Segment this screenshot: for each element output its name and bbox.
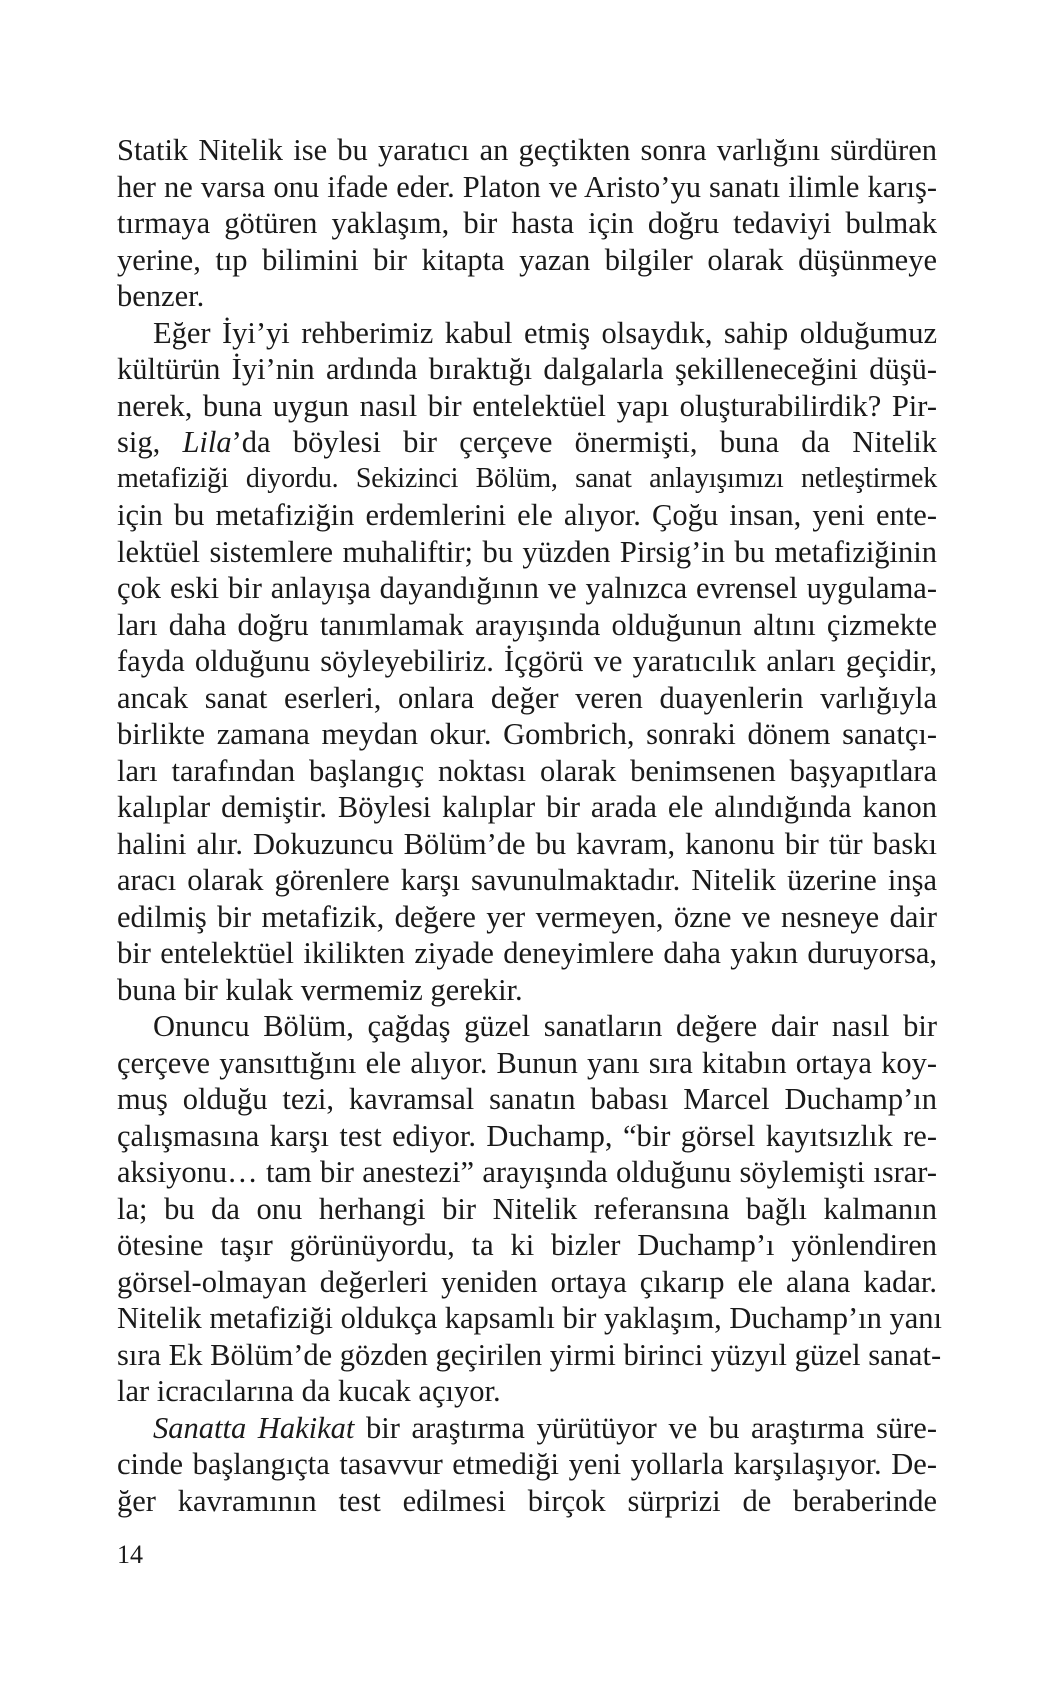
text-segment: Nitelik metafiziği oldukça kapsamlı bir yaklaşım, Duchamp’ın yanı: [117, 1301, 942, 1335]
text-line: [117, 789, 937, 826]
text-segment: la; bu da onu herhangi bir Nitelik referansına bağlı kalmanın: [117, 1191, 937, 1226]
text-segment: ’da böylesi bir çerçeve önermişti, buna da Nitelik: [231, 425, 938, 459]
text-line: [117, 753, 937, 790]
text-line: [117, 972, 937, 1009]
text-segment: benzer.: [117, 279, 205, 313]
text-segment: çalışmasına karşı test ediyor. Duchamp, “bir görsel kayıtsızlık re-: [117, 1118, 937, 1153]
text-line: [117, 351, 937, 388]
text-segment: her ne varsa onu ifade eder. Platon ve Aristo’yu sanatı ilimle karış-: [117, 169, 937, 204]
text-segment: ları tarafından başlangıç noktası olarak benimsenen başyapıtlara: [117, 753, 937, 788]
text-segment: çerçeve yansıttığını ele alıyor. Bunun yanı sıra kitabın ortaya koy-: [117, 1045, 937, 1080]
text-segment: aracı olarak görenlere karşı savunulmaktadır. Nitelik üzerine inşa: [117, 863, 937, 897]
text-line: [117, 424, 937, 461]
text-line: [117, 242, 937, 279]
text-segment: edilmiş bir metafizik, değere yer vermeyen, özne ve nesneye dair: [117, 899, 937, 934]
text-segment: buna bir kulak vermemiz gerekir.: [117, 972, 523, 1007]
text-line: [117, 1337, 942, 1374]
text-line: [117, 1410, 937, 1447]
text-line: [117, 607, 937, 644]
text-segment: çok eski bir anlayışa dayandığının ve yalnızca evrensel uygulama-: [117, 571, 937, 605]
text-segment: kültürün İyi’nin ardında bıraktığı dalgalarla şekilleneceğini düşü-: [117, 352, 937, 386]
text-line: [117, 716, 937, 753]
text-line: [117, 132, 937, 169]
text-line: [117, 315, 937, 352]
text-line: [117, 205, 937, 242]
text-line: [117, 1264, 937, 1301]
text-line: [117, 1227, 937, 1264]
body-text: [117, 132, 942, 1519]
text-segment: aksiyonu… tam bir anestezi” arayışında olduğunu söylemişti ısrar-: [117, 1155, 937, 1189]
italic-text: Lila: [182, 425, 232, 459]
text-segment: bir araştırma yürütüyor ve bu araştırma süre-: [354, 1410, 937, 1445]
text-line: [117, 497, 937, 534]
text-line: [117, 899, 937, 936]
text-line: [117, 1154, 937, 1191]
text-segment: nerek, buna uygun nasıl bir entelektüel yapı oluşturabilirdik? Pir-: [117, 388, 937, 423]
text-line: [117, 1300, 942, 1337]
text-segment: görsel-olmayan değerleri yeniden ortaya çıkarıp ele alana kadar.: [117, 1264, 937, 1299]
text-segment: cinde başlangıçta tasavvur etmediği yeni yollarla karşılaşıyor. De-: [117, 1447, 937, 1481]
text-line: [117, 1483, 937, 1520]
text-segment: kalıplar demiştir. Böylesi kalıplar bir arada ele alındığında kanon: [117, 790, 937, 824]
text-line: [117, 534, 937, 571]
text-line: [117, 461, 937, 498]
text-segment: muş olduğu tezi, kavramsal sanatın babası Marcel Duchamp’ın: [117, 1082, 937, 1116]
text-segment: Onuncu Bölüm, çağdaş güzel sanatların değere dair nasıl bir: [153, 1009, 937, 1043]
text-segment: halini alır. Dokuzuncu Bölüm’de bu kavram, kanonu bir tür baskı: [117, 826, 937, 861]
text-segment: Eğer İyi’yi rehberimiz kabul etmiş olsaydık, sahip olduğumuz: [153, 315, 937, 350]
text-segment: sıra Ek Bölüm’de gözden geçirilen yirmi birinci yüzyıl güzel sanat-: [117, 1337, 942, 1372]
text-segment: birlikte zamana meydan okur. Gombrich, sonraki dönem sanatçı-: [117, 717, 937, 751]
text-line: [117, 1373, 937, 1410]
text-line: [117, 1008, 937, 1045]
text-line: [117, 862, 937, 899]
text-line: [117, 388, 937, 425]
text-line: [117, 1118, 937, 1155]
text-segment: ancak sanat eserleri, onlara değer veren duayenlerin varlığıyla: [117, 680, 937, 715]
text-line: [117, 643, 937, 680]
text-line: [117, 1045, 937, 1082]
text-segment: ları daha doğru tanımlamak arayışında olduğunun altını çizmekte: [117, 607, 937, 642]
text-line: [117, 1081, 937, 1118]
text-segment: lektüel sistemlere muhaliftir; bu yüzden Pirsig’in bu metafiziğinin: [117, 534, 937, 569]
text-line: [117, 680, 937, 717]
text-line: [117, 169, 937, 206]
text-segment: ğer kavramının test edilmesi birçok sürprizi de beraberinde: [117, 1483, 937, 1518]
text-line: [117, 935, 937, 972]
page-number: 14: [117, 1540, 143, 1569]
text-line: [117, 1446, 937, 1483]
text-segment: ötesine taşır görünüyordu, ta ki bizler Duchamp’ı yönlendiren: [117, 1228, 937, 1262]
text-segment: bir entelektüel ikilikten ziyade deneyimlere daha yakın duruyorsa,: [117, 936, 937, 970]
text-line: [117, 826, 937, 863]
text-segment: metafiziği diyordu. Sekizinci Bölüm, sanat anlayışımızı netleştirmek: [117, 462, 937, 494]
text-segment: fayda olduğunu söyleyebiliriz. İçgörü ve yaratıcılık anları geçidir,: [117, 644, 937, 678]
text-segment: Statik Nitelik ise bu yaratıcı an geçtikten sonra varlığını sürdüren: [117, 133, 937, 167]
text-line: [117, 570, 937, 607]
text-segment: için bu metafiziğin erdemlerini ele alıyor. Çoğu insan, yeni ente-: [117, 498, 937, 532]
text-line: [117, 1191, 937, 1228]
text-segment: yerine, tıp bilimini bir kitapta yazan bilgiler olarak düşünmeye: [117, 242, 937, 277]
text-segment: lar icracılarına da kucak açıyor.: [117, 1374, 501, 1408]
text-segment: sig,: [117, 425, 183, 459]
italic-text: Sanatta Hakikat: [153, 1410, 355, 1445]
text-line: [117, 278, 937, 315]
text-segment: tırmaya götüren yaklaşım, bir hasta için doğru tedaviyi bulmak: [117, 206, 937, 240]
